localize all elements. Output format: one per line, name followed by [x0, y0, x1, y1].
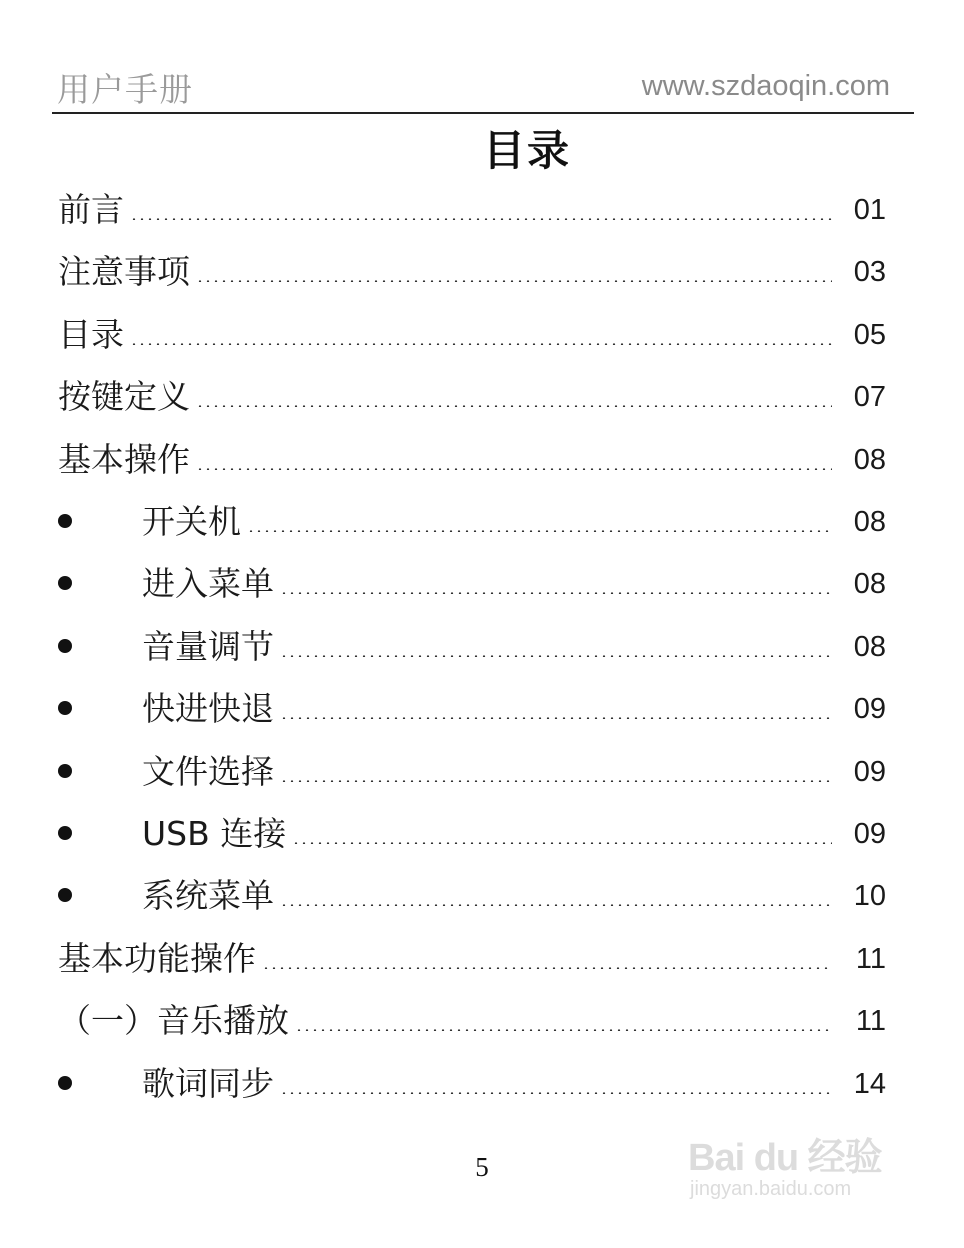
toc-entry-page: 05 [853, 318, 886, 351]
toc-entry [0, 436, 964, 486]
toc-entry-page: 07 [853, 381, 886, 414]
dot-leader [196, 280, 832, 282]
watermark-brand: Bai du 经验 [688, 1137, 882, 1179]
toc-entry-label: 快进快退 [142, 689, 274, 729]
bullet-icon [58, 514, 72, 528]
toc-entry-label: 基本功能操作 [58, 938, 256, 978]
dot-leader [280, 655, 832, 657]
toc-entry [0, 935, 964, 985]
bullet-icon [58, 826, 72, 840]
toc-entry-page: 09 [853, 693, 886, 726]
toc-entry-page: 08 [853, 443, 886, 476]
dot-leader [262, 967, 832, 969]
toc-entry-label: 开关机 [142, 502, 241, 541]
watermark-url: jingyan.baidu.com [690, 1178, 852, 1200]
dot-leader [295, 1029, 832, 1031]
toc-entry-page: 01 [853, 194, 886, 226]
toc-entry [0, 311, 964, 361]
page-title: 目录 [482, 126, 571, 175]
toc-entry-page: 14 [853, 1067, 886, 1100]
toc-entry-page: 08 [853, 506, 886, 538]
baidu-jingyan-watermark [680, 1110, 910, 1210]
toc-entry [0, 498, 964, 548]
dot-leader [130, 343, 832, 345]
bullet-icon [58, 764, 72, 778]
toc-entry [0, 810, 964, 860]
toc-entry [0, 685, 964, 735]
toc-entry-label: （一）音乐播放 [58, 1001, 289, 1041]
toc-entry-label: 进入菜单 [142, 564, 274, 604]
toc-entry-page: 08 [853, 630, 886, 663]
dot-leader [280, 780, 832, 782]
toc-entry-page: 03 [853, 256, 886, 289]
dot-leader [280, 904, 832, 906]
page-number: 5 [475, 1152, 489, 1182]
manual-title: 用户手册 [57, 70, 193, 109]
bullet-icon [58, 639, 72, 653]
toc-entry [0, 186, 964, 236]
toc-entry-label: USB 连接 [142, 814, 287, 853]
bullet-icon [58, 888, 72, 902]
toc-entry [0, 248, 964, 298]
dot-leader [196, 468, 832, 470]
dot-leader [196, 405, 832, 407]
toc-entry-page: 09 [853, 818, 886, 850]
website-url: www.szdaoqin.com [641, 70, 890, 102]
toc-entry-page: 08 [853, 568, 886, 601]
toc-entry-label: 基本操作 [58, 439, 190, 479]
toc-entry [0, 1060, 964, 1110]
bullet-icon [58, 576, 72, 590]
toc-entry [0, 373, 964, 423]
dot-leader [280, 592, 832, 594]
toc-entry-page: 11 [855, 942, 886, 975]
dot-leader [280, 1092, 832, 1094]
dot-leader [280, 717, 832, 719]
toc-entry [0, 872, 964, 922]
toc-entry-label: 歌词同步 [142, 1063, 274, 1103]
toc-entry-label: 按键定义 [58, 377, 190, 417]
toc-entry-page: 09 [853, 755, 886, 788]
toc-entry-label: 注意事项 [58, 252, 190, 292]
dot-leader [130, 218, 832, 220]
toc-entry-label: 系统菜单 [142, 876, 274, 916]
dot-leader [247, 530, 832, 532]
bullet-icon [58, 701, 72, 715]
toc-entry-label: 前言 [58, 190, 124, 229]
toc-entry-page: 10 [853, 880, 886, 913]
toc-entry-label: 文件选择 [142, 751, 274, 791]
toc-entry-page: 11 [855, 1005, 886, 1038]
toc-entry-label: 音量调节 [142, 626, 274, 666]
toc-entry [0, 997, 964, 1047]
toc-entry [0, 560, 964, 610]
bullet-icon [58, 1076, 72, 1090]
toc-entry [0, 748, 964, 798]
dot-leader [292, 842, 832, 844]
toc-entry-label: 目录 [58, 314, 124, 354]
toc-entry [0, 623, 964, 673]
